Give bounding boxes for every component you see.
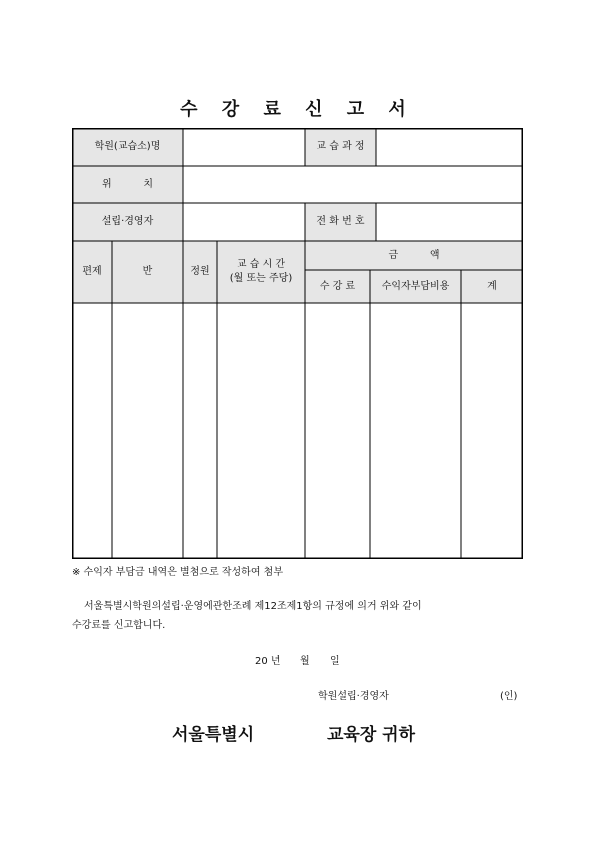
- signer-label: 학원설립·경영자: [318, 691, 389, 702]
- academy-name-field[interactable]: [183, 128, 305, 166]
- academy-name-label: 학원(교습소)명: [94, 141, 161, 152]
- amount-label: 금 액: [388, 249, 440, 261]
- document-title: 수 강 료 신 고 서: [180, 99, 415, 120]
- hours-data-cell[interactable]: [217, 303, 305, 559]
- capacity-data-cell[interactable]: [183, 303, 217, 559]
- column-tuition: 수 강 료: [319, 280, 356, 292]
- column-beneficiary-cost: 수익자부담비용: [381, 280, 450, 292]
- location-label: 위 치: [101, 178, 154, 190]
- tuition-report-form: [72, 128, 523, 559]
- column-hours-line2: (월 또는 주당): [229, 273, 293, 284]
- tuition-data-cell[interactable]: [305, 303, 370, 559]
- declaration-line-1: 서울특별시학원의설립·운영에관한조례 제12조제1항의 규정에 의거 위와 같이: [84, 601, 422, 612]
- division-data-cell[interactable]: [72, 303, 112, 559]
- declaration-line-2: 수강료를 신고합니다.: [72, 620, 166, 631]
- column-class: 반: [142, 266, 153, 277]
- declaration-paragraph: [72, 597, 532, 635]
- seal-mark: (인): [500, 691, 518, 702]
- total-data-cell[interactable]: [461, 303, 523, 559]
- founder-label: 설립·경영자: [101, 216, 154, 227]
- column-capacity: 정원: [190, 266, 210, 277]
- column-total: 계: [487, 280, 497, 292]
- column-hours-line1: 교 습 시 간: [236, 259, 286, 270]
- beneficiary-data-cell[interactable]: [370, 303, 461, 559]
- attachment-note: ※ 수익자 부담금 내역은 별첨으로 작성하여 첨부: [72, 567, 283, 578]
- course-label: 교 습 과 정: [316, 141, 365, 152]
- date-day: 일: [330, 656, 340, 667]
- course-field[interactable]: [376, 128, 523, 166]
- phone-field[interactable]: [376, 203, 523, 241]
- column-division: 편제: [82, 266, 102, 277]
- class-data-cell[interactable]: [112, 303, 183, 559]
- recipient-city: 서울특별시: [172, 725, 255, 745]
- founder-field[interactable]: [183, 203, 305, 241]
- date-year: 20 년: [255, 656, 281, 667]
- phone-label: 전 화 번 호: [316, 216, 365, 227]
- location-field[interactable]: [183, 166, 523, 203]
- recipient-office: 교육장 귀하: [327, 725, 416, 745]
- date-month: 월: [300, 656, 310, 667]
- column-hours: [217, 241, 305, 303]
